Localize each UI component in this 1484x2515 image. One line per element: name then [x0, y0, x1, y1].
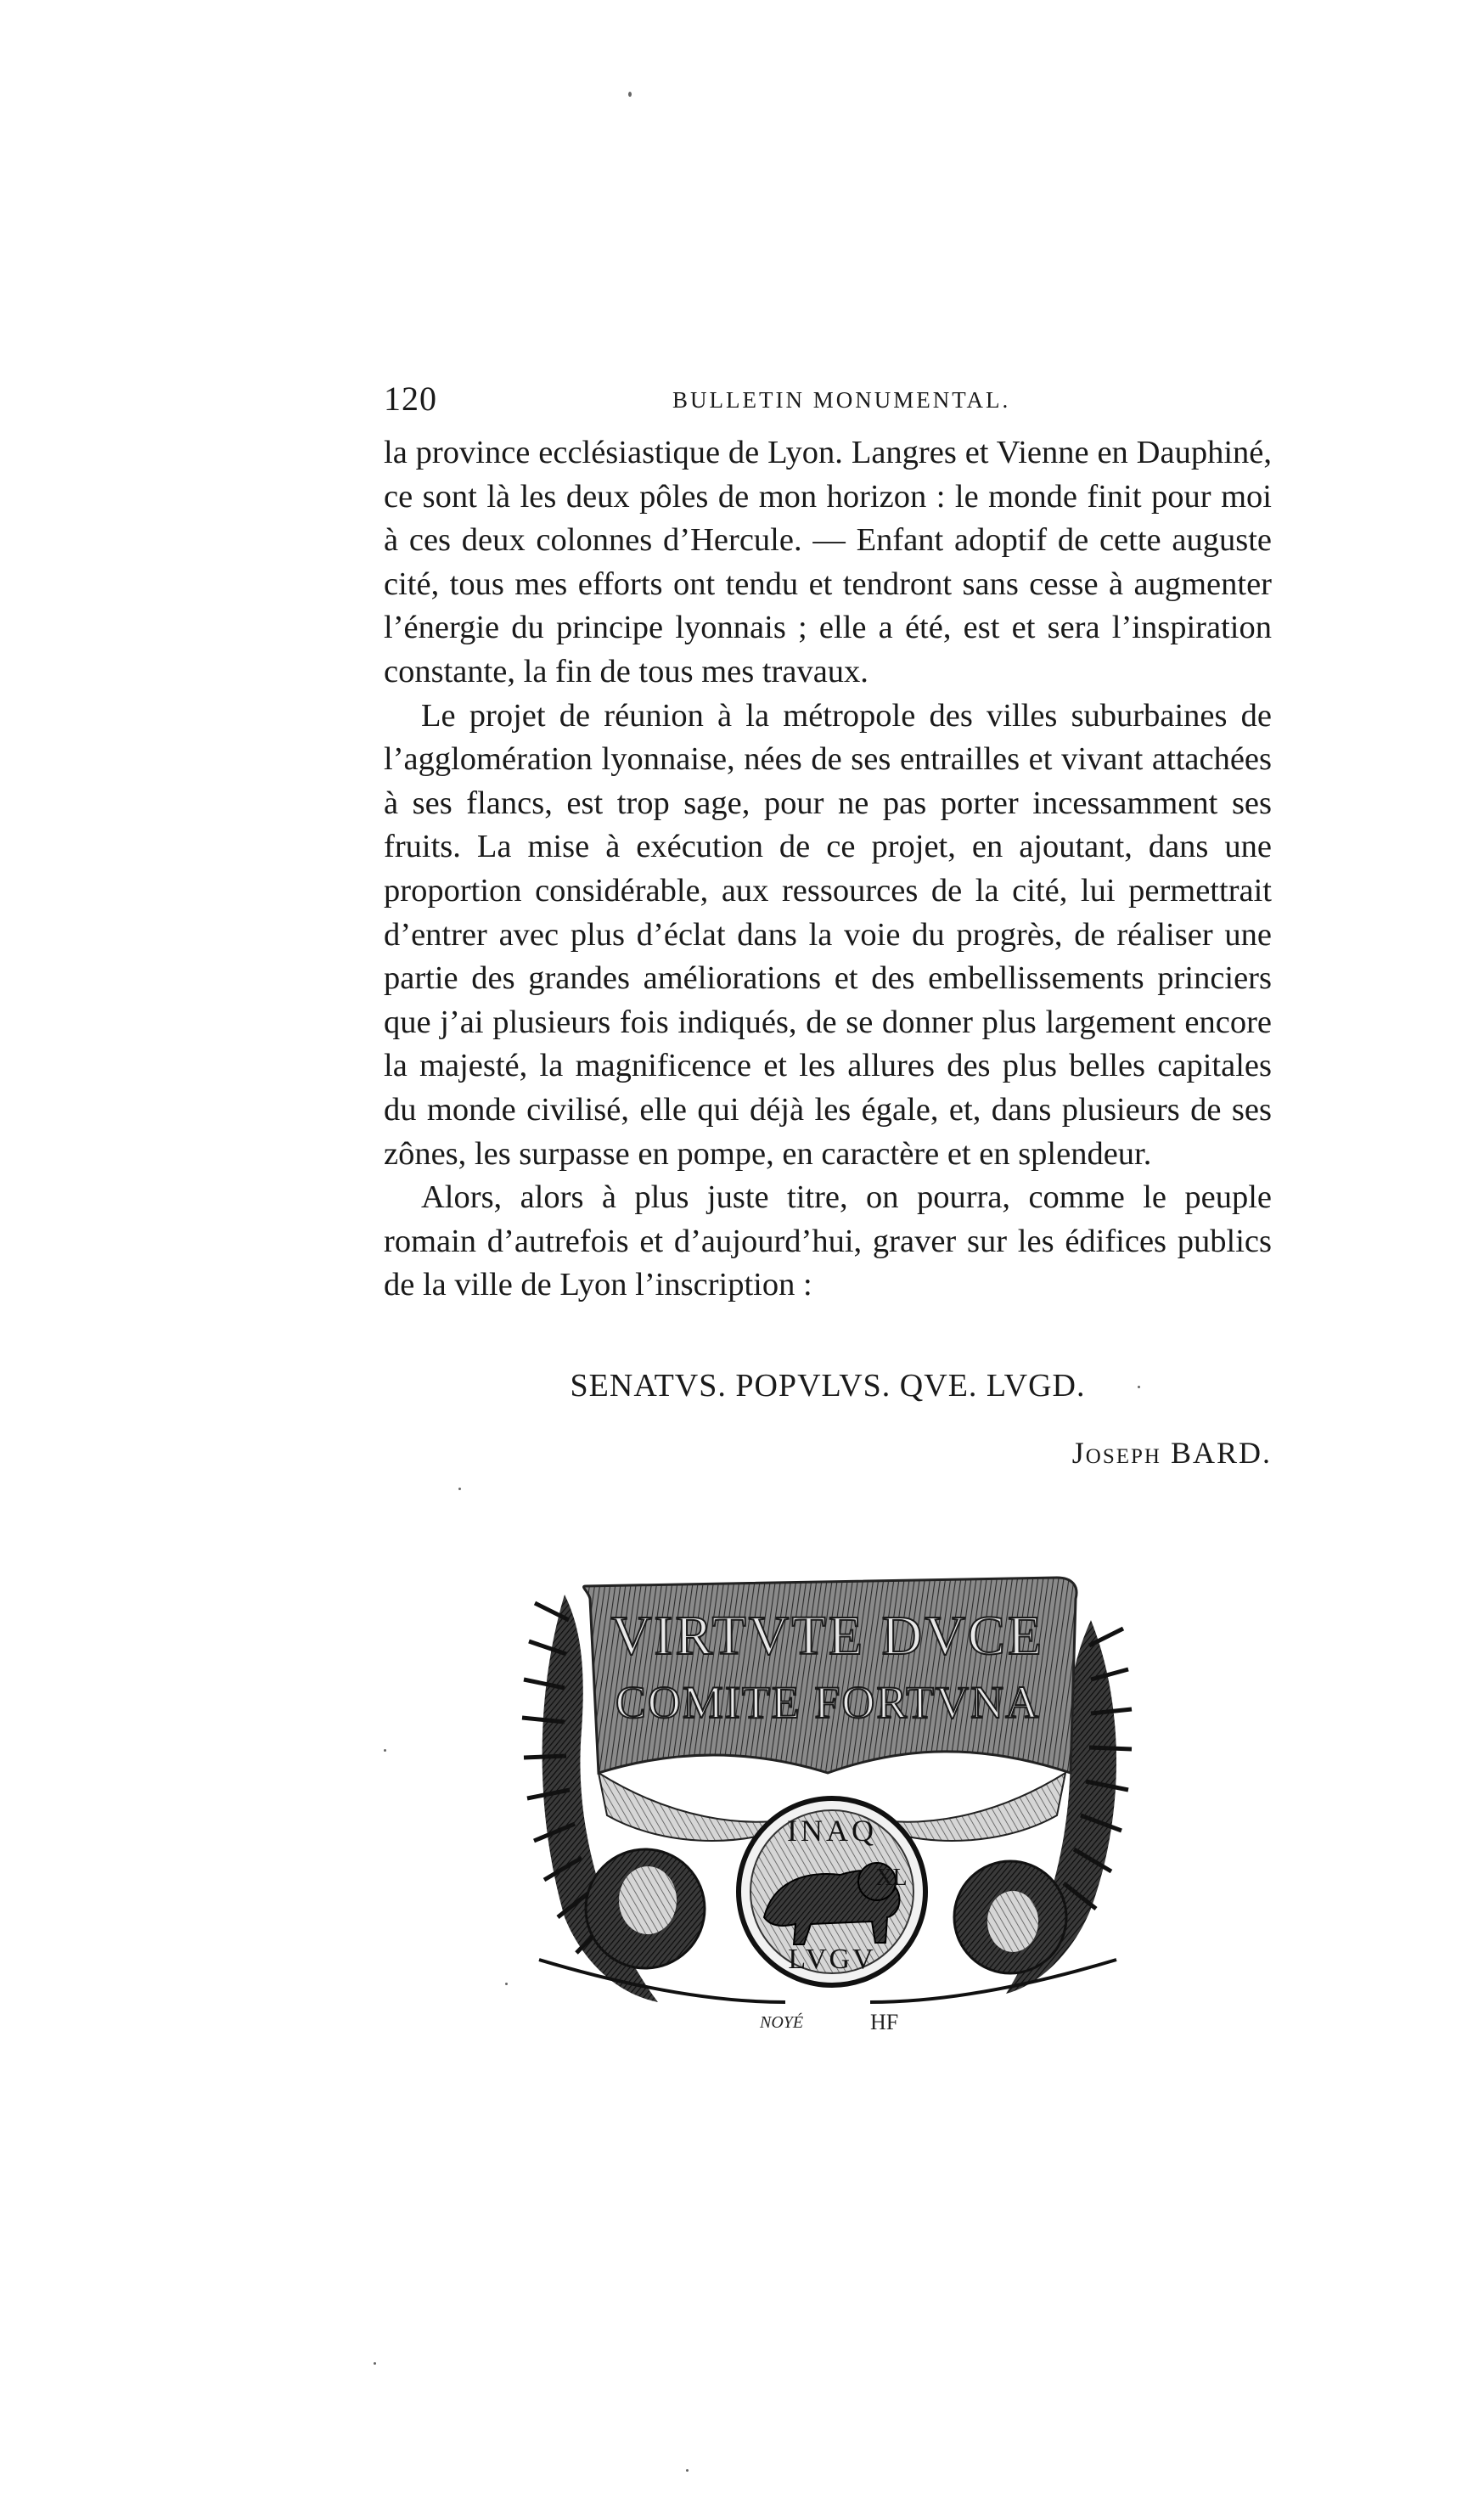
coin-legend-top: INAQ [787, 1814, 877, 1848]
scan-speck [374, 2362, 376, 2365]
right-medallion [954, 1861, 1066, 1973]
page-header [384, 372, 1272, 423]
scan-speck [505, 1983, 508, 1985]
coin-legend-bottom: LVGV [788, 1944, 876, 1975]
latin-inscription: SENATVS. POPVLVS. QVE. LVGD. [570, 1368, 1086, 1404]
scan-speck [1138, 1386, 1140, 1388]
central-coin [739, 1798, 925, 1985]
stone-banner [584, 1578, 1076, 1773]
banner-motto-line-2: COMITE FORTVNA [615, 1677, 1041, 1728]
scan-speck [458, 1488, 461, 1490]
running-head: BULLETIN MONUMENTAL. [672, 387, 1011, 413]
paragraph-2: Le projet de réunion à la métropole des villes suburbaines de l’agglomération lyonnaise, nées de ses entrailles et vivant attachées à ses flancs, est trop sage, pour ne pas porter incessamment ses fruits. La mise à exécution de ce projet, en ajoutant, dans une proportion considérable, aux ressources de la cité, lui permettrait d’entrer avec plus d’éclat dans la voie du progrès, de réaliser une partie des grandes améliorations et des embellissements princiers que j’ai plusieurs fois indiqués, de se donner plus largement encore la majesté, la magnificence et les allures des plus belles capitales du monde civilisé, elle qui déjà les égale, et, dans plusieurs de ses zônes, les surpasse en pompe, en caractère et en splendeur. [384, 697, 1272, 1172]
coin-legend-right: XL [875, 1865, 908, 1891]
body-text [384, 431, 1272, 1308]
scan-speck [628, 92, 632, 97]
left-medallion [586, 1849, 705, 1968]
engraved-vignette [505, 1561, 1150, 2036]
scan-speck [384, 1749, 386, 1752]
paragraph-1: la province ecclésiastique de Lyon. Langres et Vienne en Dauphiné, ce sont là les deux pôles de mon horizon : le monde finit pour moi à ces deux colonnes d’Hercule. — Enfant adoptif de cette auguste cité, tous mes efforts ont tendu et tendront sans cesse à augmenter l’énergie du principe lyonnais ; elle a été, est et sera l’inspiration constante, la fin de tous mes travaux. [384, 435, 1272, 689]
author-signature: Joseph BARD. [1071, 1436, 1272, 1470]
engraver-signature: NOYÉ [760, 2013, 804, 2032]
page-number: 120 [384, 380, 437, 418]
scan-speck [686, 2469, 689, 2472]
engraver-monogram: HF [870, 2010, 899, 2034]
banner-motto-line-1: VIRTVTE DVCE [610, 1605, 1045, 1667]
paragraph-3: Alors, alors à plus juste titre, on pourra, comme le peuple romain d’autrefois et d’aujourd’hui, graver sur les édifices publics de la ville de Lyon l’inscription : [384, 1179, 1272, 1303]
